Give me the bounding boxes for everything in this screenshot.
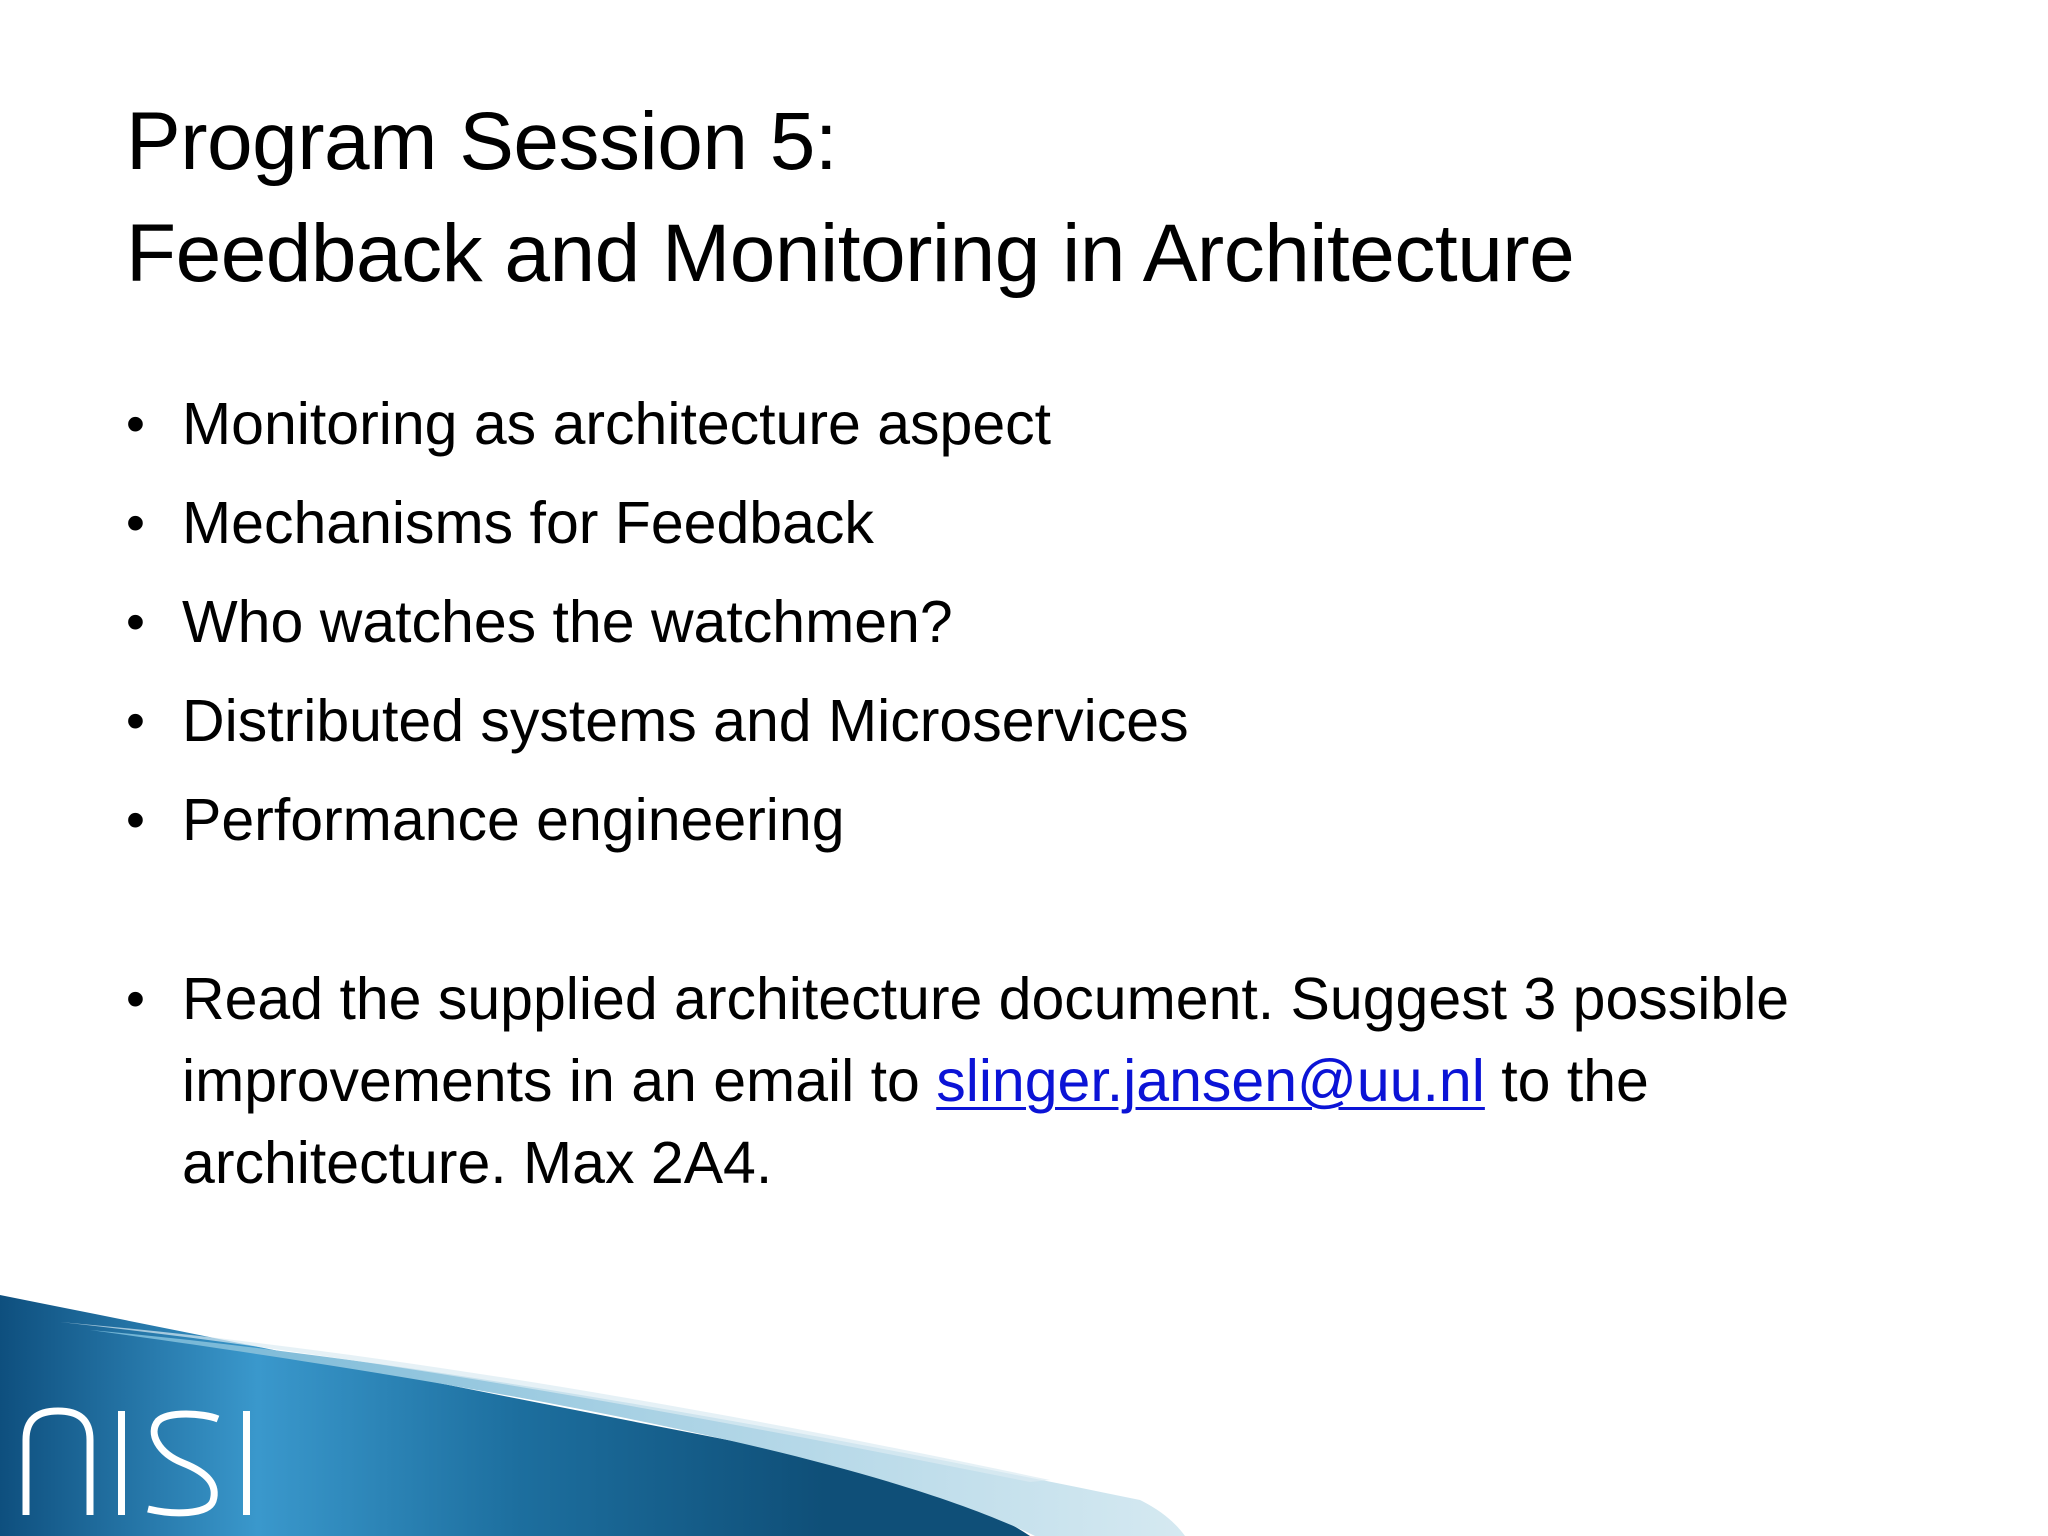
assignment-text-before: Read the supplied architecture document. Suggest 3 possible improvements in an email to [182,966,1790,1114]
title-line-1: Program Session 5: [126,96,838,187]
list-item-text: Monitoring as architecture aspect [182,391,1052,457]
bullet-icon: • [126,394,145,454]
title-line-2: Feedback and Monitoring in Architecture [126,208,1575,299]
bullet-icon: • [126,969,145,1029]
list-item-text: Mechanisms for Feedback [182,490,874,556]
bullet-icon: • [126,790,145,850]
list-item-text: Who watches the watchmen? [182,589,953,655]
email-link[interactable]: slinger.jansen@uu.nl [936,1048,1485,1114]
list-item-text: Distributed systems and Microservices [182,688,1189,754]
list-item-text: Performance engineering [182,787,845,853]
bullet-icon: • [126,493,145,553]
assignment-text-after: to the architecture. Max 2A4. [182,1048,1649,1196]
bullet-icon: • [126,691,145,751]
nisi-logo [18,1405,258,1520]
bullet-icon: • [126,592,145,652]
